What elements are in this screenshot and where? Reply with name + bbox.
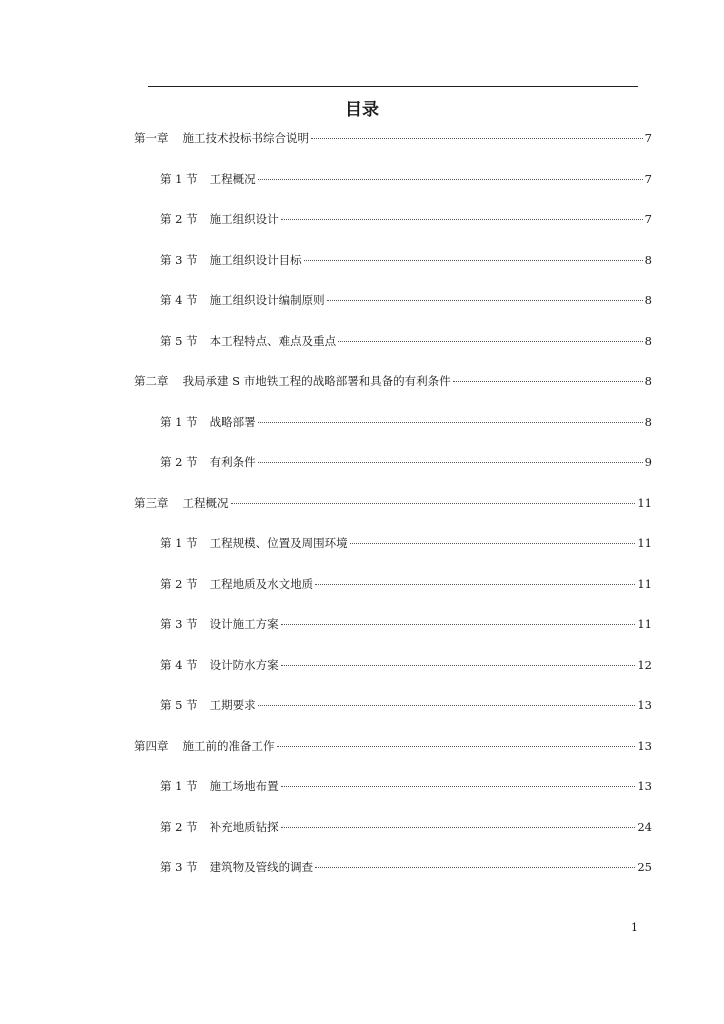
toc-chapter-entry[interactable] bbox=[134, 129, 652, 147]
toc-section-entry[interactable] bbox=[160, 696, 652, 714]
toc-entry-number: 第 2 节 bbox=[160, 576, 198, 591]
toc-dot-leader bbox=[281, 665, 636, 666]
toc-dot-leader bbox=[453, 381, 643, 382]
toc-entry-label bbox=[160, 575, 313, 593]
toc-dot-leader bbox=[258, 179, 643, 180]
header-rule bbox=[148, 86, 638, 87]
toc-dot-leader bbox=[338, 341, 643, 342]
toc-section-entry[interactable] bbox=[160, 575, 652, 593]
toc-entry-label bbox=[134, 129, 309, 147]
toc-section-entry[interactable] bbox=[160, 453, 652, 471]
toc-title: 目录 bbox=[345, 100, 379, 120]
toc-entry-text: 补充地质钻探 bbox=[209, 819, 279, 834]
toc-entry-text: 工程地质及水文地质 bbox=[209, 576, 314, 591]
toc-entry-text: 施工组织设计目标 bbox=[209, 252, 302, 267]
toc-entry-label bbox=[160, 170, 256, 188]
toc-entry-label bbox=[160, 291, 325, 309]
toc-section-entry[interactable] bbox=[160, 251, 652, 269]
toc-entry-text: 本工程特点、难点及重点 bbox=[209, 333, 337, 348]
toc-entry-text: 施工组织设计编制原则 bbox=[209, 293, 325, 307]
toc-entry-text: 工程概况 bbox=[209, 171, 256, 186]
toc-entry-number: 第 3 节 bbox=[160, 617, 198, 631]
toc-section-entry[interactable] bbox=[160, 858, 652, 876]
toc-entry-page: 25 bbox=[637, 860, 652, 874]
toc-entry-page: 13 bbox=[637, 738, 652, 753]
toc-section-entry[interactable] bbox=[160, 170, 652, 188]
toc-entry-page: 7 bbox=[644, 212, 652, 226]
toc-entry-text: 设计施工方案 bbox=[209, 617, 279, 631]
toc-entry-number: 第 2 节 bbox=[160, 455, 198, 469]
toc-entry-text: 工程规模、位置及周围环境 bbox=[209, 536, 348, 550]
toc-entry-text: 设计防水方案 bbox=[209, 657, 279, 672]
toc-section-entry[interactable] bbox=[160, 210, 652, 228]
toc-entry-page: 11 bbox=[637, 495, 652, 510]
toc-dot-leader bbox=[311, 138, 643, 139]
toc-entry-label bbox=[160, 332, 336, 350]
toc-entry-text: 有利条件 bbox=[209, 455, 256, 469]
toc-entry-number: 第四章 bbox=[134, 738, 169, 753]
toc-section-entry[interactable] bbox=[160, 291, 652, 309]
toc-dot-leader bbox=[304, 260, 643, 261]
toc-entry-number: 第二章 bbox=[134, 374, 169, 388]
toc-dot-leader bbox=[315, 584, 635, 585]
toc-entry-number: 第 1 节 bbox=[160, 171, 198, 186]
toc-entry-page: 8 bbox=[644, 333, 652, 348]
toc-chapter-entry[interactable] bbox=[134, 372, 652, 390]
toc-section-entry[interactable] bbox=[160, 534, 652, 552]
toc-entry-page: 9 bbox=[644, 455, 652, 469]
toc-entry-text: 施工前的准备工作 bbox=[182, 738, 275, 753]
toc-dot-leader bbox=[231, 503, 636, 504]
toc-entry-number: 第 5 节 bbox=[160, 698, 198, 712]
toc-dot-leader bbox=[327, 300, 643, 301]
toc-entry-number: 第 5 节 bbox=[160, 333, 198, 348]
toc-entry-text: 施工技术投标书综合说明 bbox=[182, 131, 309, 145]
toc-entry-number: 第 4 节 bbox=[160, 293, 198, 307]
toc-entry-page: 8 bbox=[644, 414, 652, 429]
toc-entry-text: 工期要求 bbox=[209, 698, 256, 712]
toc-entry-number: 第 3 节 bbox=[160, 860, 198, 874]
toc-entry-number: 第 4 节 bbox=[160, 657, 198, 672]
toc-entry-number: 第 1 节 bbox=[160, 536, 198, 550]
toc-entry-text: 我局承建 S 市地铁工程的战略部署和具备的有利条件 bbox=[182, 374, 451, 388]
toc-entry-label bbox=[160, 656, 279, 674]
toc-dot-leader bbox=[258, 462, 643, 463]
toc-entry-text: 施工场地布置 bbox=[209, 779, 279, 793]
toc-section-entry[interactable] bbox=[160, 332, 652, 350]
toc-dot-leader bbox=[281, 786, 636, 787]
toc-entry-label bbox=[160, 615, 279, 633]
toc-entry-page: 8 bbox=[644, 374, 652, 388]
toc-entry-label bbox=[160, 210, 279, 228]
toc-entry-label bbox=[134, 494, 229, 512]
toc-chapter-entry[interactable] bbox=[134, 737, 652, 755]
toc-section-entry[interactable] bbox=[160, 818, 652, 836]
toc-dot-leader bbox=[281, 219, 643, 220]
toc-entry-text: 战略部署 bbox=[209, 414, 256, 429]
toc-entry-label bbox=[160, 534, 348, 552]
toc-dot-leader bbox=[277, 746, 636, 747]
toc-section-entry[interactable] bbox=[160, 413, 652, 431]
toc-entry-label bbox=[160, 251, 302, 269]
toc-entry-page: 13 bbox=[637, 779, 652, 793]
toc-entry-page: 7 bbox=[644, 171, 652, 186]
toc-entry-label bbox=[134, 372, 451, 390]
toc-entry-number: 第 2 节 bbox=[160, 819, 198, 834]
toc-dot-leader bbox=[315, 867, 635, 868]
toc-entry-number: 第 2 节 bbox=[160, 212, 198, 226]
toc-entry-number: 第 1 节 bbox=[160, 779, 198, 793]
toc-entry-page: 24 bbox=[637, 819, 652, 834]
toc-section-entry[interactable] bbox=[160, 777, 652, 795]
toc-entry-label bbox=[160, 777, 279, 795]
toc-dot-leader bbox=[258, 705, 636, 706]
toc-entry-page: 8 bbox=[644, 252, 652, 267]
toc-entry-label bbox=[160, 696, 256, 714]
toc-entry-label bbox=[134, 737, 275, 755]
toc-entry-text: 工程概况 bbox=[182, 495, 229, 510]
toc-entry-page: 13 bbox=[637, 698, 652, 712]
toc-entry-page: 11 bbox=[637, 536, 652, 550]
toc-section-entry[interactable] bbox=[160, 615, 652, 633]
toc-entry-text: 建筑物及管线的调查 bbox=[209, 860, 314, 874]
toc-entry-label bbox=[160, 858, 313, 876]
toc-dot-leader bbox=[281, 624, 636, 625]
toc-dot-leader bbox=[350, 543, 636, 544]
toc-entry-label bbox=[160, 818, 279, 836]
toc-entry-number: 第 3 节 bbox=[160, 252, 198, 267]
toc-entry-page: 7 bbox=[644, 131, 652, 145]
toc-entry-number: 第三章 bbox=[134, 495, 169, 510]
toc-entry-label bbox=[160, 413, 256, 431]
toc-entry-text: 施工组织设计 bbox=[209, 212, 279, 226]
toc-dot-leader bbox=[258, 422, 643, 423]
page-number: 1 bbox=[631, 921, 638, 934]
toc-entry-number: 第一章 bbox=[134, 131, 169, 145]
toc-section-entry[interactable] bbox=[160, 656, 652, 674]
toc-entry-number: 第 1 节 bbox=[160, 414, 198, 429]
toc-entry-page: 12 bbox=[637, 657, 652, 672]
toc-entry-label bbox=[160, 453, 256, 471]
toc-entry-page: 11 bbox=[637, 617, 652, 631]
toc-entry-page: 8 bbox=[644, 293, 652, 307]
toc-chapter-entry[interactable] bbox=[134, 494, 652, 512]
toc-entry-page: 11 bbox=[637, 576, 652, 591]
toc-dot-leader bbox=[281, 827, 636, 828]
